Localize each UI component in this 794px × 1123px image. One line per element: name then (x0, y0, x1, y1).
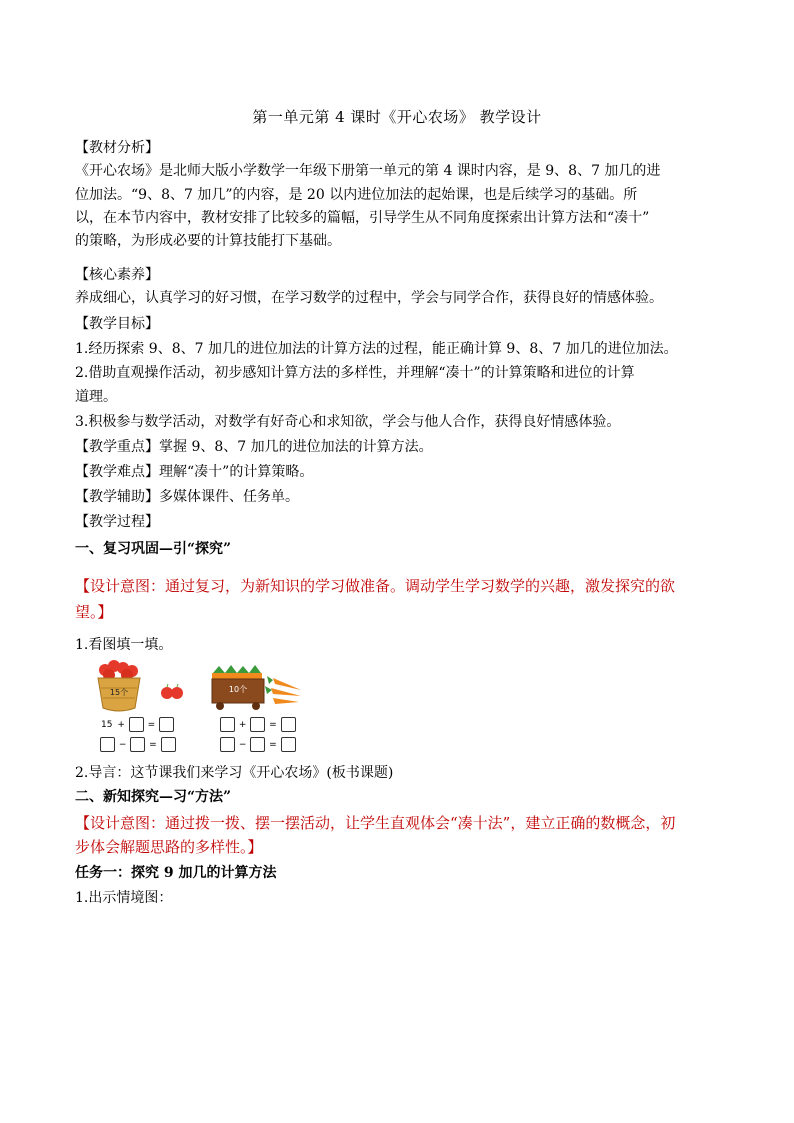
paragraph-line: 《开心农场》是北师大版小学数学一年级下册第一单元的第 4 课时内容，是 9、8、7 加几的进 (75, 163, 661, 179)
heading-core-literacy: 【核心素养】 (75, 267, 159, 283)
paragraph-line: 位加法。“9、8、7 加几”的内容，是 20 以内进位加法的起始课，也是后续学习的基础。所 (75, 187, 638, 203)
equals-sign: = (269, 739, 277, 750)
carrot-bunch-icon (265, 676, 301, 704)
task-one-heading: 任务一：探究 9 加几的计算方法 (75, 865, 277, 881)
step-introduction: 2.导言：这节课我们来学习《开心农场》(板书课题) (75, 765, 394, 781)
minus-sign: − (118, 739, 127, 750)
paragraph-line: 的策略，为形成必要的计算技能打下基础。 (75, 233, 341, 249)
equation-apple-subtract (100, 737, 176, 752)
heading-teaching-process: 【教学过程】 (75, 514, 159, 530)
key-point: 【教学重点】掌握 9、8、7 加几的进位加法的计算方法。 (75, 439, 433, 455)
basket-label: 15个 (109, 688, 129, 697)
design-intent-1-cont: 望。】 (75, 603, 113, 621)
answer-box[interactable] (250, 737, 265, 752)
goal-item-2-cont: 道理。 (75, 389, 117, 405)
answer-box[interactable] (159, 717, 174, 732)
design-intent-2-cont: 步体会解题思路的多样性。】 (75, 838, 263, 856)
answer-box[interactable] (100, 737, 115, 752)
answer-box[interactable] (129, 717, 144, 732)
heading-teaching-goals: 【教学目标】 (75, 316, 159, 332)
equals-sign: = (147, 719, 156, 730)
step-look-fill: 1.看图填一填。 (75, 637, 173, 653)
answer-box[interactable] (281, 737, 296, 752)
answer-box[interactable] (161, 737, 176, 752)
answer-box[interactable] (220, 717, 235, 732)
goal-item-1: 1.经历探索 9、8、7 加几的进位加法的计算方法的过程，能正确计算 9、8、7 加几的进位加法。 (75, 341, 678, 357)
answer-box[interactable] (130, 737, 145, 752)
eq-number: 15 (101, 719, 113, 730)
paragraph-line: 养成细心，认真学习的好习惯，在学习数学的过程中，学会与同学合作，获得良好的情感体验。 (75, 290, 663, 306)
document-title: 第一单元第 4 课时《开心农场》 教学设计 (252, 108, 542, 126)
review-figure (95, 660, 315, 755)
plus-sign: + (117, 719, 125, 730)
teaching-aids: 【教学辅助】多媒体课件、任务单。 (75, 489, 299, 505)
cart-label: 10个 (228, 685, 248, 694)
step-show-scene: 1.出示情境图： (75, 890, 173, 906)
goal-item-2: 2.借助直观操作活动，初步感知计算方法的多样性，并理解“凑十”的计算策略和进位的计算 (75, 365, 635, 381)
answer-box[interactable] (220, 737, 235, 752)
section-new-knowledge: 二、新知探究—习“方法” (75, 789, 232, 805)
apple-icon (161, 684, 183, 699)
answer-box[interactable] (250, 717, 265, 732)
plus-sign: + (238, 719, 247, 730)
section-review: 一、复习巩固—引“探究” (75, 541, 232, 557)
design-intent-1: 【设计意图：通过复习，为新知识的学习做准备。调动学生学习数学的兴趣，激发探究的欲 (75, 577, 676, 595)
answer-box[interactable] (281, 717, 296, 732)
equation-carrot-add (220, 717, 296, 732)
difficult-point: 【教学难点】理解“凑十”的计算策略。 (75, 464, 314, 480)
heading-material-analysis: 【教材分析】 (75, 140, 159, 156)
paragraph-line: 以，在本节内容中，教材安排了比较多的篇幅，引导学生从不同角度探索出计算方法和“凑十” (75, 210, 650, 226)
equation-apple-add (100, 717, 174, 732)
goal-item-3: 3.积极参与数学活动，对数学有好奇心和求知欲，学会与他人合作，获得良好情感体验。 (75, 414, 621, 430)
equation-carrot-subtract (220, 737, 296, 752)
minus-sign: − (238, 739, 247, 750)
design-intent-2: 【设计意图：通过拨一拨、摆一摆活动，让学生直观体会“凑十法”，建立正确的数概念，初 (75, 814, 676, 832)
equals-sign: = (269, 719, 277, 730)
equals-sign: = (149, 739, 157, 750)
